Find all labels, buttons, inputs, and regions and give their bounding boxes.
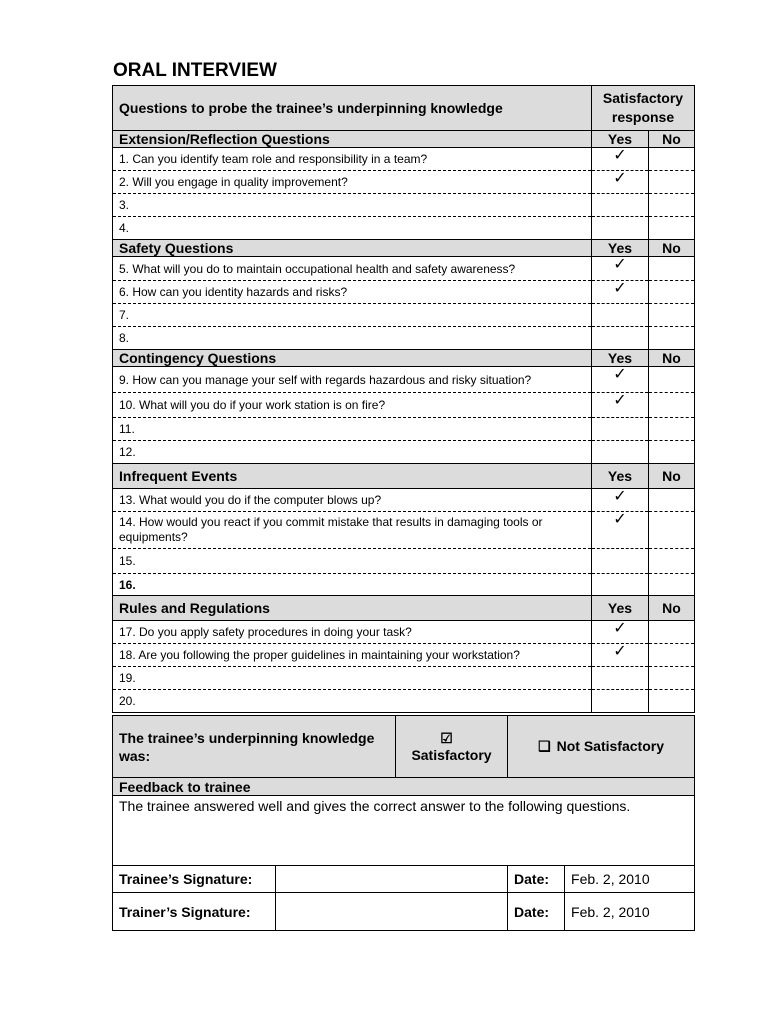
trainer-date-label: Date: [508, 893, 565, 931]
no-cell [649, 690, 695, 713]
check-icon: ✓ [613, 366, 627, 383]
question-text: 7. [113, 304, 592, 327]
no-cell [649, 217, 695, 240]
yes-header: Yes [592, 240, 649, 257]
page-title: ORAL INTERVIEW [113, 60, 277, 81]
no-cell [649, 367, 695, 393]
check-icon: ✓ [613, 256, 627, 273]
check-icon: ✓ [613, 488, 627, 505]
no-cell [649, 393, 695, 418]
trainer-signature-label: Trainer’s Signature: [113, 893, 276, 931]
not-satisfactory-label: Not Satisfactory [556, 738, 664, 754]
yes-cell [592, 304, 649, 327]
check-icon: ✓ [613, 280, 627, 297]
check-icon: ✓ [613, 620, 627, 637]
yes-header: Yes [592, 596, 649, 621]
trainee-signature-label: Trainee’s Signature: [113, 866, 276, 893]
question-text: 19. [113, 667, 592, 690]
section-title: Extension/Reflection Questions [113, 131, 592, 148]
question-text: 1. Can you identify team role and responsibility in a team? [113, 148, 592, 171]
no-header: No [649, 350, 695, 367]
question-text: 10. What will you do if your work station is on fire? [113, 393, 592, 418]
no-cell [649, 304, 695, 327]
yes-header: Yes [592, 464, 649, 489]
section-title: Contingency Questions [113, 350, 592, 367]
checked-box-icon: ☑ [440, 730, 453, 746]
no-cell [649, 441, 695, 464]
yes-cell [592, 217, 649, 240]
assessment-footer [112, 715, 695, 931]
question-text: 4. [113, 217, 592, 240]
trainee-signature-field[interactable] [276, 866, 508, 893]
no-cell [649, 667, 695, 690]
empty-box-icon: ❑ [538, 738, 551, 754]
yes-cell [592, 441, 649, 464]
no-cell [649, 327, 695, 350]
check-icon: ✓ [613, 511, 627, 528]
no-cell [649, 574, 695, 596]
no-cell [649, 644, 695, 667]
question-text: 11. [113, 418, 592, 441]
feedback-text: The trainee answered well and gives the correct answer to the following questions. [113, 796, 695, 866]
satisfactory-option[interactable] [396, 716, 508, 778]
check-icon: ✓ [613, 643, 627, 660]
yes-cell [592, 194, 649, 217]
yes-cell [592, 418, 649, 441]
no-cell [649, 418, 695, 441]
questions-table [112, 85, 695, 713]
question-text: 9. How can you manage your self with regards hazardous and risky situation? [113, 367, 592, 393]
section-title: Infrequent Events [113, 464, 592, 489]
question-text: 13. What would you do if the computer blows up? [113, 489, 592, 512]
knowledge-label: The trainee’s underpinning knowledge was: [113, 716, 396, 778]
trainer-date-value: Feb. 2, 2010 [565, 893, 695, 931]
section-title: Safety Questions [113, 240, 592, 257]
feedback-label: Feedback to trainee [113, 778, 695, 796]
question-text: 16. [113, 574, 592, 596]
section-title: Rules and Regulations [113, 596, 592, 621]
satisfactory-label: Satisfactory [411, 747, 492, 763]
question-text: 17. Do you apply safety procedures in doing your task? [113, 621, 592, 644]
yes-cell [592, 574, 649, 596]
no-cell [649, 171, 695, 194]
no-cell [649, 281, 695, 304]
satisfactory-header: Satisfactory response [592, 86, 695, 131]
question-text: 8. [113, 327, 592, 350]
not-satisfactory-option[interactable] [508, 716, 695, 778]
trainee-date-value: Feb. 2, 2010 [565, 866, 695, 893]
yes-cell [592, 327, 649, 350]
yes-cell [592, 667, 649, 690]
question-text: 12. [113, 441, 592, 464]
no-cell [649, 549, 695, 574]
trainer-signature-field[interactable] [276, 893, 508, 931]
no-cell [649, 194, 695, 217]
check-icon: ✓ [613, 392, 627, 409]
questions-header: Questions to probe the trainee’s underpinning knowledge [113, 86, 592, 131]
no-cell [649, 512, 695, 549]
check-icon: ✓ [613, 147, 627, 164]
yes-header: Yes [592, 350, 649, 367]
question-text: 20. [113, 690, 592, 713]
question-text: 5. What will you do to maintain occupational health and safety awareness? [113, 257, 592, 281]
yes-header: Yes [592, 131, 649, 148]
no-header: No [649, 596, 695, 621]
no-header: No [649, 240, 695, 257]
question-text: 6. How can you identity hazards and risks? [113, 281, 592, 304]
yes-cell [592, 549, 649, 574]
no-cell [649, 148, 695, 171]
trainee-date-label: Date: [508, 866, 565, 893]
question-text: 15. [113, 549, 592, 574]
no-cell [649, 489, 695, 512]
no-cell [649, 257, 695, 281]
question-text: 2. Will you engage in quality improvement? [113, 171, 592, 194]
no-cell [649, 621, 695, 644]
question-text: 14. How would you react if you commit mistake that results in damaging tools or equipments? [113, 512, 592, 549]
no-header: No [649, 131, 695, 148]
question-text: 3. [113, 194, 592, 217]
check-icon: ✓ [613, 170, 627, 187]
question-text: 18. Are you following the proper guidelines in maintaining your workstation? [113, 644, 592, 667]
no-header: No [649, 464, 695, 489]
yes-cell [592, 690, 649, 713]
